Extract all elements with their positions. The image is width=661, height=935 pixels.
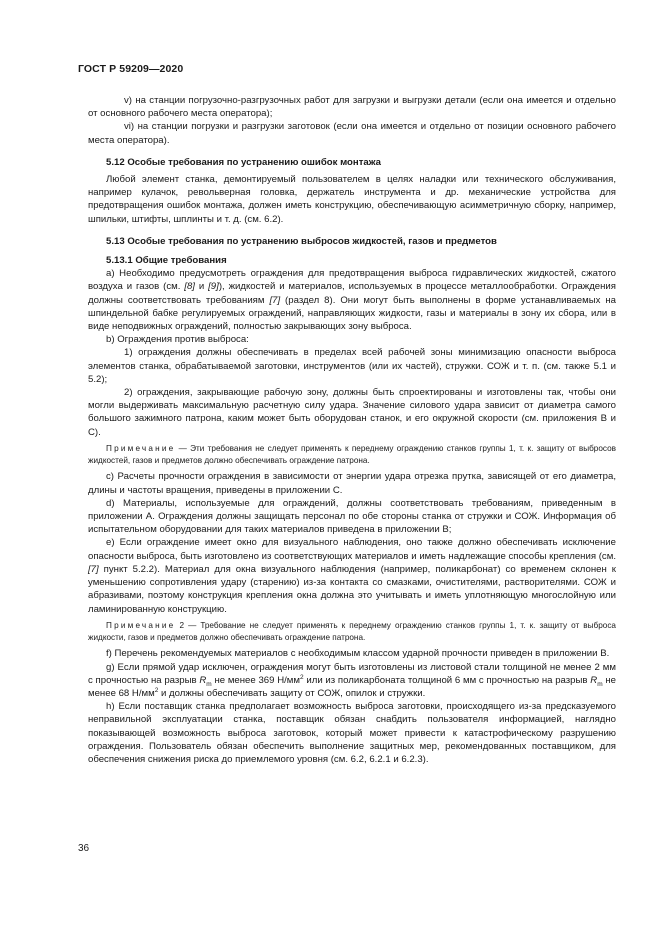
paragraph-item-c: с) Расчеты прочности ограждения в зависимости от энергии удара отрезка прутка, зависящей от его диаметра, длины и частоты вращения, приведены в приложении С. [88, 471, 616, 496]
page-body [88, 94, 616, 766]
section-heading-5-12: 5.12 Особые требования по устранению ошибок монтажа [106, 156, 381, 168]
paragraph-item-f: f) Перечень рекомендуемых материалов с необходимым классом ударной прочности приведен в приложении В. [106, 648, 610, 660]
note-1: Примечание — Эти требования не следует применять к переднему ограждению станков группы 1, т. к. защиту от выбросов жидкостей, газов и предметов должно обеспечивать ограждение патрона. [88, 443, 616, 465]
paragraph-item-h: h) Если поставщик станка предполагает возможность выброса заготовки, происходящего из-за предсказуемого неправильной эксплуатации станка, поставщик обязан снабдить пользователя информацией, наглядно показывающей возможность выброса заготовок, который может привести к катастрофическому разрушению ограждения. Пользователь обязан обеспечить выполнение защитных мер, рекомендованных поставщиком, для обеспечения снижения риска до приемлемого уровня (см. 6.2, 6.2.1 и 6.2.3). [88, 701, 616, 765]
paragraph-item-g: g) Если прямой удар исключен, ограждения могут быть изготовлены из листовой стали толщиной не менее 2 мм с прочностью на разрыв $R_m$ не менее 369 $Н/мм^2$ или из поликарбоната толщиной 6 мм с прочностью на разрыв $R_m$ не менее 68 $Н/мм^2$ и должны обеспечивать защиту от СОЖ, опилок и стружки. [88, 661, 616, 699]
page-number: 36 [78, 843, 90, 854]
list-item-v: v) на станции погрузочно-разгрузочных работ для загрузки и выгрузки детали (если она имеется и отдельно от основного рабочего места оператора); [88, 95, 616, 120]
section-heading-5-13: 5.13 Особые требования по устранению выбросов жидкостей, газов и предметов [106, 235, 497, 247]
paragraph-item-b2: 2) ограждения, закрывающие рабочую зону, должны быть спроектированы и изготовлены так, чтобы они могли выдерживать максимальную расчетную силу удара. Значение силового удара зависит от диаметра самого большого зажимного патрона, каким может быть оборудован станок, и его окружной скорости (см. приложения В и С). [88, 387, 616, 438]
paragraph-item-b: b) Ограждения против выброса: [106, 334, 249, 346]
paragraph-item-a: а) Необходимо предусмотреть ограждения для предотвращения выброса гидравлических жидкостей, сжатого воздуха и газов (см. [8] и [9]), жидкостей и материалов, используемых в процессе металлообработки. Ограждения должны соответствовать требованиям [7] (раздел 8). Они могут быть выполнены в форме устанавливаемых на шпиндельной бабке регулируемых ограждений, направляющих жидкости, газы и материалы в зону их сбора, или в виде неподвижных ограждений, полностью закрывающих зону выброса. [88, 268, 617, 333]
paragraph-5-12: Любой элемент станка, демонтируемый пользователем в целях наладки или технического обслуживания, например кулачок, револьверная головка, держатель инструмента и др. механические устройства для предотвращения ошибок монтажа, должен иметь конструкцию, обеспечивающую асимметричную сборку, например, шпильки, штифты, шплинты и т. д. (см. 6.2). [88, 174, 616, 225]
note-label: Примечание [106, 620, 176, 630]
list-item-vi: vi) на станции погрузки и разгрузки заготовок (если она имеется и отдельно от позиции основного рабочего места оператора). [88, 121, 616, 146]
subsection-heading-5-13-1: 5.13.1 Общие требования [106, 255, 227, 267]
reference-7: [7] [269, 294, 281, 306]
standard-header: ГОСТ Р 59209—2020 [78, 63, 184, 75]
reference-7: [7] [88, 563, 99, 575]
reference-9: [9] [208, 281, 219, 293]
paragraph-item-d: d) Материалы, используемые для ограждений, должны соответствовать требованиям, приведенным в приложении А. Ограждения должны защищать персонал по обе стороны станка от стружки и СОЖ. Информация об испытательном оборудовании для таких материалов приведена в приложении В; [88, 497, 616, 536]
paragraph-item-e: е) Если ограждение имеет окно для визуального наблюдения, оно также должно обеспечивать исключение опасности выброса, быть изготовлено из соответствующих материалов и иметь надлежащие способы крепления (см. [7] пункт 5.2.2). Материал для окна визуального наблюдения (например, поликарбонат) со временем склонен к уменьшению сопротивления удару (старению) из-за контакта со смазками, очистителями, растворителями. СОЖ и абразивами, поэтому конструкция крепления окна должна это учитывать и иметь уплотняющую многослойную или ламинированную конструкцию. [88, 537, 616, 615]
note-2: Примечание 2 — Требование не следует применять к переднему ограждению станков группы 1, т. к. защиту от выброса жидкости, газов и предметов должно обеспечивать ограждение патрона. [88, 620, 616, 642]
reference-8: [8] [184, 281, 195, 293]
note-label: Примечание [106, 443, 176, 453]
paragraph-item-b1: 1) ограждения должны обеспечивать в пределах всей рабочей зоны минимизацию опасности выброса элементов станка, обрабатываемой заготовки, инструментов (или их частей), стружки. СОЖ и т. п. (см. также 5.1 и 5.2); [88, 347, 616, 385]
